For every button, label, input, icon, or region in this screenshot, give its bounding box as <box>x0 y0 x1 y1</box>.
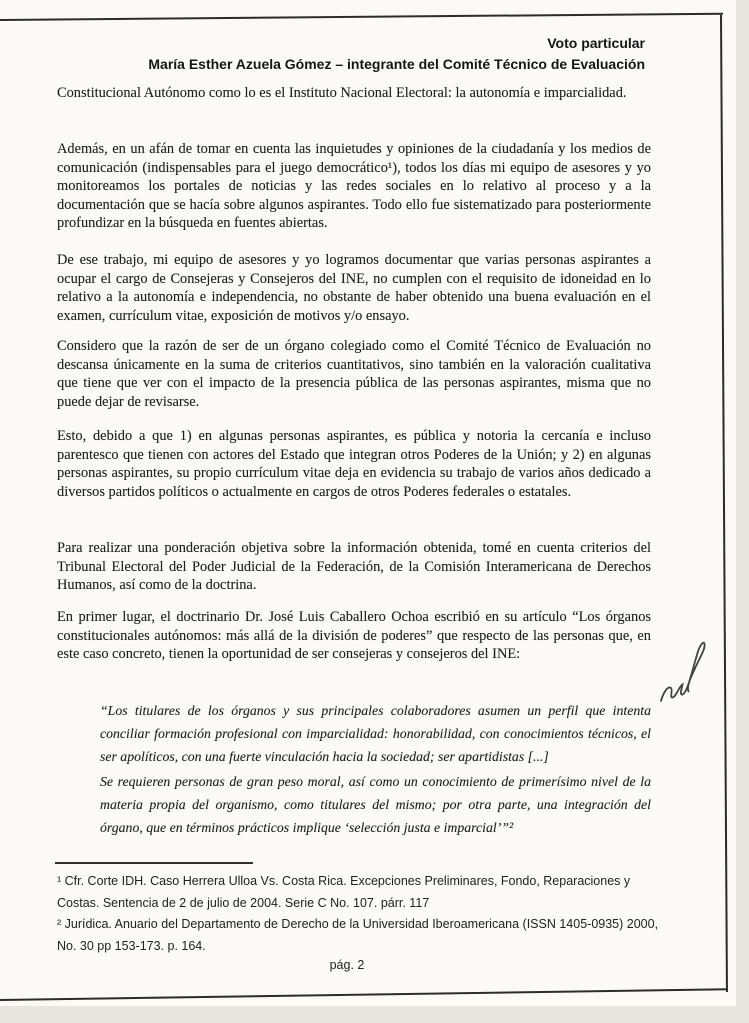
page-border-right <box>720 15 728 992</box>
block-quote: Se requieren personas de gran peso moral, así como un conocimiento de primerísimo nivel de la materia propia del organismo, como titulares del mismo; por otra parte, una integración del órgano, que en términos prácticos implique ‘selección justa e imparcial’”² <box>100 774 651 835</box>
header-author: María Esther Azuela Gómez – integrante del Comité Técnico de Evaluación <box>148 56 645 72</box>
scan-edge-bottom <box>0 1006 742 1023</box>
footnote: ² Jurídica. Anuario del Departamento de Derecho de la Universidad Iberoamericana (ISSN 1405-0935) 2000, No. 30 pp 153-173. p. 164. <box>57 917 659 953</box>
body-paragraph: En primer lugar, el doctrinario Dr. José Luis Caballero Ochoa escribió en su artículo “Los órganos constitucionales autónomos: más allá de la división de poderes” que respecto de las personas que, en este caso concreto, tienen la oportunidad de ser consejeras y consejeros del INE: <box>57 609 651 663</box>
footnote-separator <box>55 862 253 864</box>
page-border-top <box>0 13 723 21</box>
page-border-bottom <box>0 988 728 1001</box>
body-paragraph: De ese trabajo, mi equipo de asesores y yo logramos documentar que varias personas aspirantes a ocupar el cargo de Consejeras y Consejeros del INE, no cumplen con el requisito de idoneidad en lo relativo a la autonomía e independencia, no obstante de haber obtenido una buena evaluación en el examen, currículum vitae, exposición de motivos y/o ensayo. <box>57 252 651 324</box>
body-paragraph: Para realizar una ponderación objetiva sobre la información obtenida, tomé en cuenta criterios del Tribunal Electoral del Poder Judicial de la Federación, de la Comisión Interamericana de Derechos Humanos, así como de la doctrina. <box>57 540 651 594</box>
body-paragraph: Además, en un afán de tomar en cuenta las inquietudes y opiniones de la ciudadanía y los medios de comunicación (indispensables para el juego democrático¹), todos los días mi equipo de asesores y yo monitoreamos los portales de noticias y las redes sociales en lo relativo al proceso y a la documentación que se hacía sobre algunos aspirantes. Todo ello fue sistematizado para posteriormente profundizar en la búsqueda en fuentes abiertas. <box>57 141 651 232</box>
scan-edge-right <box>736 0 749 1023</box>
body-paragraph: Esto, debido a que 1) en algunas personas aspirantes, es pública y notoria la cercanía e incluso parentesco que tienen con actores del Estado que integran otros Poderes de la Unión; y 2) en algunas personas aspirantes, su propio currículum vitae deja en evidencia su trabajo de varios años dedicado a diversos partidos políticos o actualmente en cargos de otros Poderes federales o estatales. <box>57 428 651 500</box>
document-header <box>100 33 645 75</box>
body-paragraph: Considero que la razón de ser de un órgano colegiado como el Comité Técnico de Evaluación no descansa únicamente en la suma de criterios cuantitativos, sino también en la valoración cualitativa que tiene que ver con el impacto de la presencia pública de las personas aspirantes, misma que no puede dejar de revisarse. <box>57 338 651 410</box>
body-paragraph: Constitucional Autónomo como lo es el Instituto Nacional Electoral: la autonomía e imparcialidad. <box>57 85 627 101</box>
header-title: Voto particular <box>547 35 645 51</box>
footnote: ¹ Cfr. Corte IDH. Caso Herrera Ulloa Vs. Costa Rica. Excepciones Preliminares, Fondo, Reparaciones y Costas. Sentencia de 2 de julio de 2004. Serie C No. 107. párr. 117 <box>57 874 631 910</box>
block-quote: “Los titulares de los órganos y sus principales colaboradores asumen un perfil que intenta conciliar formación profesional con imparcialidad: honorabilidad, con conocimientos técnicos, el ser apolíticos, con una fuerte vinculación hacia la sociedad; ser apartidistas [...] <box>100 703 651 764</box>
page-number: pág. 2 <box>329 958 365 972</box>
handwritten-initials-icon <box>654 628 706 710</box>
